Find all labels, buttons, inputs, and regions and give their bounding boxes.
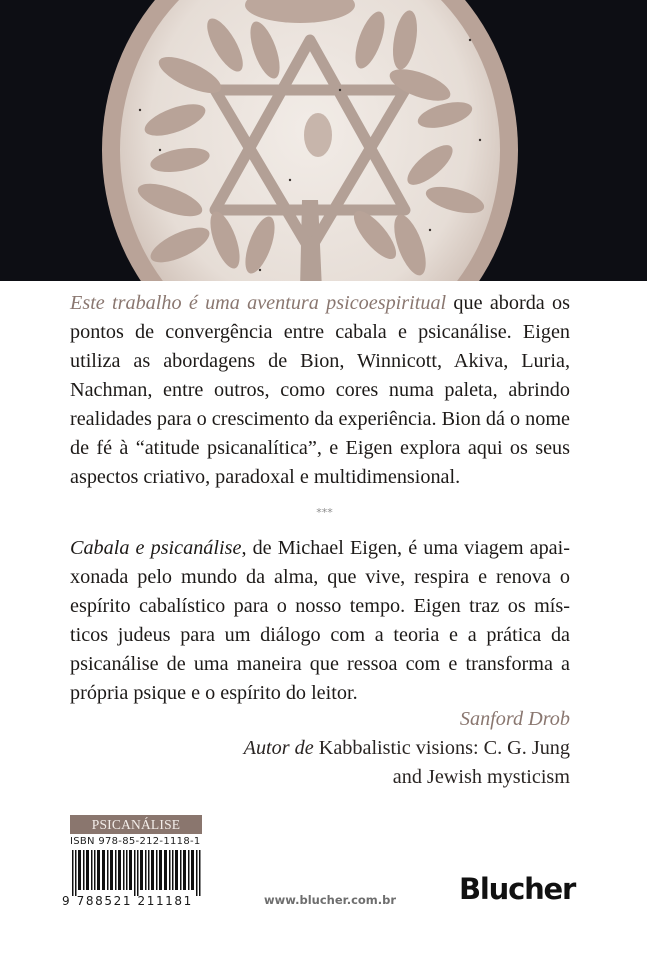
isbn-text: ISBN 978-85-212-1118-1	[70, 836, 201, 847]
blurb-accent-phrase: Este trabalho é uma aventura psicoespiritual	[70, 292, 447, 314]
attribution-role: Autor de	[243, 737, 314, 759]
category-label: PSICANÁLISE	[70, 815, 202, 834]
attribution-work-line-1	[244, 734, 570, 763]
section-separator: ***	[316, 506, 333, 519]
blurb-paragraph-1	[70, 289, 570, 492]
barcode-icon	[72, 850, 202, 896]
medallion-image	[0, 0, 647, 281]
publisher-website-link[interactable]: www.blucher.com.br	[264, 893, 397, 907]
cover-photo	[0, 0, 647, 281]
attribution-name: Sanford Drob	[459, 708, 570, 730]
blurb-paragraph-1-text: que aborda os pontos de convergência entre cabala e psicanálise. Eigen utiliza as abordagens de Bion, Winnicott, Akiva, Luria, Nachman, entre outros, como cores numa paleta, abrindo realidades para o crescimento da experiência. Bion dá o nome de fé à “atitude psicanalítica”, e Eigen explora aqui os seus aspectos criativo, paradoxal e multidimensional.	[70, 292, 570, 488]
publisher-logo: Blucher	[459, 872, 576, 906]
book-title: Cabala e psicanálise	[70, 537, 242, 559]
blurb-paragraph-2	[70, 534, 570, 708]
attribution-work-title: Kabbalistic visions: C. G. Jung	[313, 737, 570, 759]
barcode-digits: 9 788521 211181	[62, 894, 193, 908]
attribution-work-line-2: and Jewish mysticism	[392, 766, 570, 788]
blurb-paragraph-2-text: , de Michael Eigen, é uma viagem apaixonada pelo mundo da alma, que vive, respira e renova o espírito cabalístico para o nosso tempo. Eigen traz os místicos judeus para um diálogo com a teoria e a prática da psicanálise de uma maneira que ressoa com e transforma a própria psique e o espírito do leitor.	[70, 537, 570, 704]
